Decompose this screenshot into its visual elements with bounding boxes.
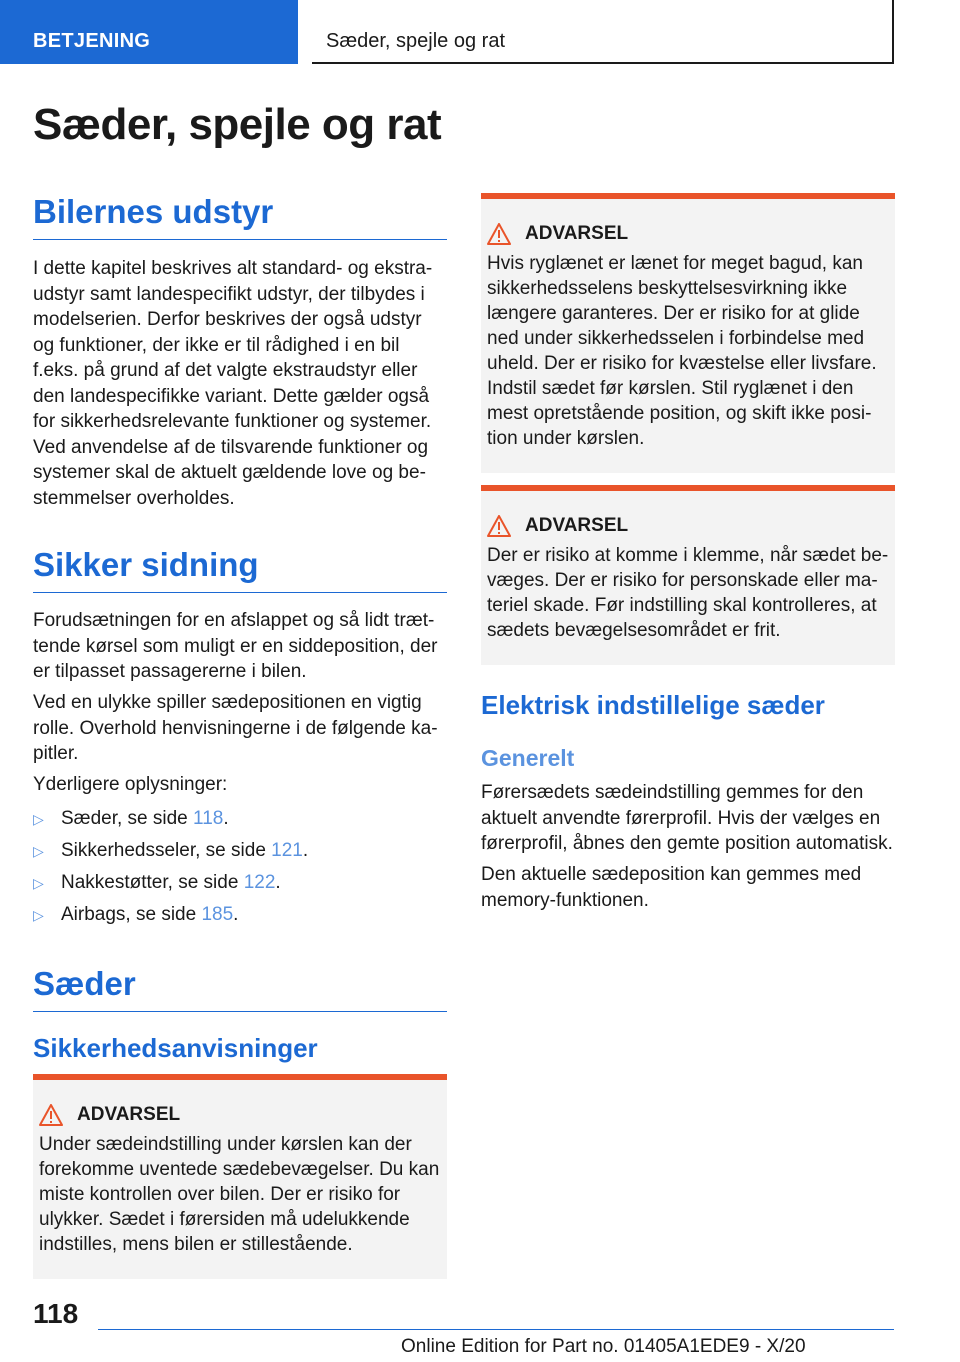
paragraph-bilernes-udstyr: I dette kapitel beskrives alt standard- og ekstraudstyr samt landespecifikt udstyr, der tilbydes i modelserien. Derfor beskrives der også udstyr og funktioner, der ikke er til rådighed i en bil f.eks. på grund af det valgte ekstraudstyr eller den landespecifikke variant. Dette gælder også for sikkerhedsrelevante funktioner og systemer. Ved anvendelse af de tilsvarende funktioner og systemer skal de aktuelt gældende love og bestemmelser overholdes.: [33, 258, 433, 509]
page-title: Sæder, spejle og rat: [33, 100, 442, 149]
paragraph-sikker-2: Ved en ulykke spiller sædepositionen en vigtig rolle. Overhold henvisningerne i de følgende kapitler.: [33, 692, 438, 764]
footer-divider: [98, 1329, 894, 1330]
triangle-right-icon: ▷: [33, 875, 44, 891]
warning-body: Under sædeindstilling under kørslen kan der forekomme uventede sædebevægelser. Du kan miste kontrollen over bilen. Der er risiko for ulykker. Sædet i førersiden må udelukkende indstilles, mens bilen er stillestående.: [39, 1134, 440, 1255]
warning-triangle-icon: [487, 223, 511, 245]
heading-saeder: Sæder: [33, 965, 447, 1012]
heading-elektrisk-indstillelige-saeder: Elektrisk indstillelige sæder: [481, 690, 825, 720]
warning-box-1: [33, 1074, 447, 1279]
header-chapter-box: [312, 0, 894, 64]
warning-title: ADVARSEL: [77, 1104, 181, 1125]
page-link-185[interactable]: 185: [201, 904, 234, 925]
warning-body: Der er risiko at komme i klemme, når sædet bevæges. Der er risiko for personskade eller materiel skade. Før indstilling skal kontrolleres, at sædets bevægelsesområdet er frit.: [487, 545, 889, 641]
triangle-right-icon: ▷: [33, 907, 44, 923]
paragraph-sikker-1: Forudsætningen for en afslappet og så lidt trættende kørsel som muligt er en siddeposition, der er tilpasset passagererne i bilen.: [33, 610, 438, 682]
list-item: ▷ Sikkerhedsseler, se side 121.: [33, 838, 308, 864]
header-section-tab[interactable]: [0, 0, 298, 64]
header-chapter-label: Sæder, spejle og rat: [326, 30, 505, 52]
page-link-118[interactable]: 118: [193, 808, 224, 829]
warning-triangle-icon: [39, 1104, 63, 1126]
paragraph-generelt-1: Førersædets sædeindstilling gemmes for den aktuelt anvendte førerprofil. Hvis der vælges en førerprofil, åbnes den gemte position automatisk.: [481, 782, 893, 854]
heading-sikkerhedsanvisninger: Sikkerhedsanvisninger: [33, 1033, 318, 1063]
footer-edition: Online Edition for Part no. 01405A1EDE9 - X/20: [401, 1336, 806, 1357]
warning-box-2: [481, 193, 895, 473]
paragraph-sikker-3: Yderligere oplysninger:: [33, 774, 228, 795]
warning-body: Hvis ryglænet er lænet for meget bagud, kan sikkerhedsselens beskyttelsesvirkning ikke længere garanteres. Der er risiko for at glide ned under sikkerhedsselen i forbindelse med uheld. Der er risiko for kvæstelse eller livsfare. Indstil sædet før kørslen. Stil ryglænet i den mest opretstående position, og skift ikke position under kørslen.: [487, 253, 877, 449]
heading-generelt: Generelt: [481, 745, 575, 771]
page-number: 118: [33, 1298, 79, 1329]
triangle-right-icon: ▷: [33, 811, 44, 827]
paragraph-generelt-2: Den aktuelle sædeposition kan gemmes med memory-funktionen.: [481, 864, 862, 911]
header-section-label: BETJENING: [33, 30, 151, 52]
page-link-122[interactable]: 122: [243, 872, 276, 893]
warning-title: ADVARSEL: [525, 515, 629, 536]
triangle-right-icon: ▷: [33, 843, 44, 859]
list-item: ▷ Airbags, se side 185.: [33, 902, 238, 928]
heading-sikker-sidning: Sikker sidning: [33, 546, 447, 593]
warning-box-3: [481, 485, 895, 665]
list-item: ▷ Nakkestøtter, se side 122.: [33, 870, 281, 896]
list-item: ▷ Sæder, se side 118.: [33, 806, 229, 832]
warning-triangle-icon: [487, 515, 511, 537]
heading-bilernes-udstyr: Bilernes udstyr: [33, 193, 447, 240]
warning-title: ADVARSEL: [525, 223, 629, 244]
page-link-121[interactable]: 121: [271, 840, 303, 861]
